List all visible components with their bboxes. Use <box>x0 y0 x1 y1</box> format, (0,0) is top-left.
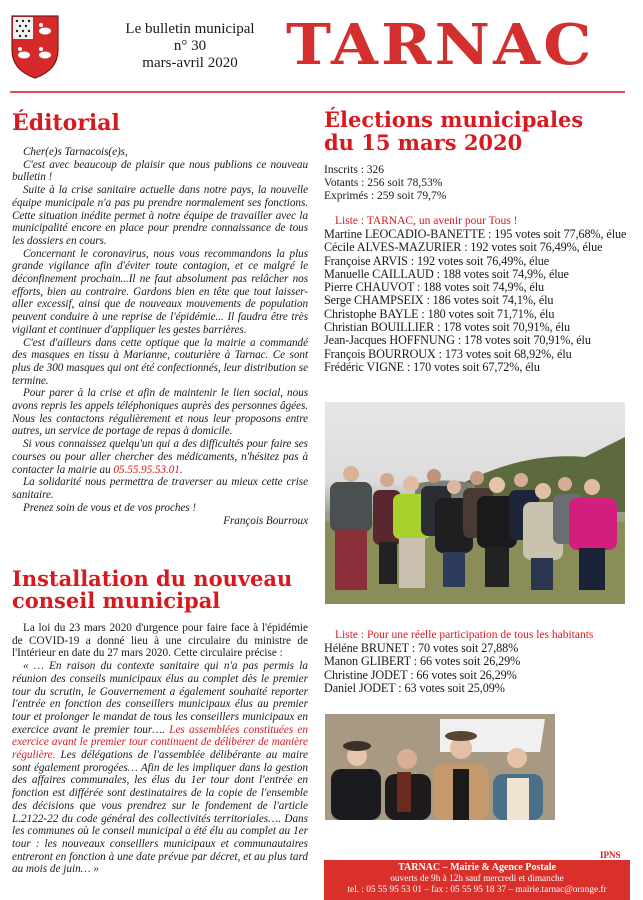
mairie-phone-link[interactable]: 05.55.95.53.01 <box>113 463 180 476</box>
issue-period: mars-avril 2020 <box>142 55 238 71</box>
quote-highlight: Les assemblées constituées en exercice avant le premier tour continuent de délibérer de manière régulière. <box>12 723 308 762</box>
elections-section <box>324 108 629 374</box>
installation-quote <box>12 660 308 876</box>
candidate-row: Manon GLIBERT : 66 votes soit 26,29% <box>324 654 521 669</box>
group-photo-1 <box>325 402 625 604</box>
candidate-row: Manuelle CAILLAUD : 188 votes soit 74,9%, élue <box>324 266 569 281</box>
candidate-row: Christophe BAYLE : 180 votes soit 71,71%, élu <box>324 306 555 321</box>
ipns-label: IPNS <box>600 850 621 860</box>
installation-title: Installation du nouveau conseil municipal <box>12 566 293 613</box>
editorial-signature: François Bourroux <box>223 515 308 528</box>
candidate-row: Serge CHAMPSEIX : 186 votes soit 74,1%, élu <box>324 293 554 308</box>
elections-title <box>324 108 629 154</box>
elections-title-line1: Élections municipales <box>324 107 584 132</box>
masthead-divider <box>10 91 625 93</box>
editorial-paragraph: C'est avec beaucoup de plaisir que nous publions ce nouveau bulletin ! <box>12 158 308 184</box>
bulletin-info <box>110 21 270 72</box>
footer-title: TARNAC – Mairie & Agence Postale <box>398 862 556 873</box>
footer-hours: ouverts de 9h à 12h sauf mercredi et dimanche <box>390 874 564 884</box>
editorial-paragraph: Suite à la crise sanitaire actuelle dans notre pays, la nouvelle équipe municipale n'a pas pu prendre normalement ses fonctions. Cette situation inédite permet à notre équipe de travailler avec la municipalité encore en place pour prendre connaissance de tous les dossiers en cours. <box>12 184 308 247</box>
candidate-row: Frédéric VIGNE : 170 votes soit 67,72%, élu <box>324 359 540 374</box>
group-photo-2 <box>325 714 555 820</box>
editorial-paragraph: Pour parer à la crise et afin de maintenir le lien social, nous avons repris les appels téléphoniques auprès des personnes âgées. Nous les contactons régulièrement et nous leur proposons entre autres, un service de portage de repas à domicile. <box>12 387 308 438</box>
list2-section <box>324 629 629 695</box>
candidate-row: Pierre CHAUVOT : 188 votes soit 74,9%, élu <box>324 280 545 295</box>
group-photo-1-illustration <box>325 402 625 604</box>
installation-section <box>12 568 308 876</box>
contact-text: Si vous connaissez quelqu'un qui a des difficultés pour faire ses courses ou pour aller chercher des médicaments, n'hésitez pas à contacter la mairie au <box>12 438 308 476</box>
editorial-paragraph: Cher(e)s Tarnacois(e)s, <box>23 146 128 158</box>
editorial-paragraph: Concernant le coronavirus, nous vous recommandons la plus grande vigilance afin d'éviter toute contagion, et ce malgré le déconfinement prochain...Il ne faut absolument pas relâcher nos efforts, bien au contraire. Gardons bien en tête que tout laisser-aller excessif, ainsi que de nouveaux mouvements de population peuvent conduire à une reprise de l'épidémie... Il faudra être très vigilant et continuer d'appliquer les gestes barrières. <box>12 247 308 336</box>
list1-candidates <box>324 228 629 374</box>
list2-label: Liste : Pour une réelle participation de tous les habitants <box>335 629 594 641</box>
list2-candidates <box>324 642 629 695</box>
punctuation: . <box>179 463 183 476</box>
bulletin-title: Le bulletin municipal <box>125 21 255 37</box>
editorial-body <box>12 146 308 528</box>
footer-contact-banner <box>324 860 630 900</box>
editorial-title: Éditorial <box>12 110 120 136</box>
stat-exprimes: Exprimés : 259 soit 79,7% <box>324 190 447 202</box>
editorial-paragraph-contact <box>12 438 308 476</box>
candidate-row: Jean-Jacques HOFFNUNG : 178 votes soit 70,91%, élu <box>324 333 591 348</box>
quote-part-1: « … En raison du contexte sanitaire qui n'a pas permis la réunion des conseils municipaux élus au complet dès le premier tour du scrutin, le Gouvernement a également souhaité reporter l'entrée en fonction des conseillers municipaux élus au premier tour et prolonger le mandat de tous les conseillers municipaux en exercice avant le premier tour…. <box>12 660 308 736</box>
election-stats <box>324 164 629 203</box>
editorial-paragraph: C'est d'ailleurs dans cette optique que la mairie a commandé des masques en tissu à Marianne, couturière à Tarnac. Ce sont plus de 300 masques qui ont été confectionnés, leur distribution se termine. <box>12 336 308 387</box>
group-photo-2-illustration <box>325 714 555 820</box>
candidate-row: Christian BOUILLIER : 178 votes soit 70,91%, élu <box>324 320 571 335</box>
quote-part-2: Les délégations de l'assemblée délibérante au maire sont également prorogées… Afin de les impliquer dans la gestion des affaires communales, les élus du 1er tour dont l'entrée en fonction est différée sont destinataires de la copie de l'ensemble des décisions que vous prendrez sur le fondement de l'article L.2122-22 du code général des collectivités territoriales…. Dans les communes où le conseil municipal a été élu au complet au 1er tour : les nouveaux conseillers municipaux et communautaires entreront en fonction à une date prévue par décret, et au plus tard au mois de juin… » <box>12 749 308 876</box>
stat-inscrits: Inscrits : 326 <box>324 164 385 176</box>
installation-intro: La loi du 23 mars 2020 d'urgence pour faire face à l'épidémie de COVID-19 a donné lieu à une circulaire du ministre de l'Intérieur en date du 27 mars 2020. Cette circulaire précise : <box>12 622 308 660</box>
elections-title-line2: du 15 mars 2020 <box>324 130 523 155</box>
issue-number: n° 30 <box>173 38 207 54</box>
masthead <box>0 0 643 92</box>
editorial-paragraph: La solidarité nous permettra de traverser au mieux cette crise sanitaire. <box>12 476 308 501</box>
list1-label: Liste : TARNAC, un avenir pour Tous ! <box>335 215 518 227</box>
candidate-row: Héléne BRUNET : 70 votes soit 27,88% <box>324 641 519 655</box>
candidate-row: Martine LEOCADIO-BANETTE : 195 votes soit 77,68%, élue <box>324 227 627 241</box>
coat-of-arms-icon <box>10 14 60 80</box>
footer-contact: tel. : 05 55 95 53 01 – fax : 05 55 95 18 37 – mairie.tarnac@orange.fr <box>347 885 607 895</box>
editorial-paragraph: Prenez soin de vous et de vos proches ! <box>23 501 197 514</box>
brand-title: TARNAC <box>286 12 595 78</box>
installation-body <box>12 622 308 876</box>
candidate-row: François BOURROUX : 173 votes soit 68,92%, élu <box>324 346 572 361</box>
editorial-section <box>12 108 308 528</box>
candidate-row: Daniel JODET : 63 votes soit 25,09% <box>324 680 505 695</box>
candidate-row: Christine JODET : 66 votes soit 26,29% <box>324 667 517 682</box>
stat-votants: Votants : 256 soit 78,53% <box>324 177 443 189</box>
candidate-row: Françoise ARVIS : 192 votes soit 76,49%, élue <box>324 253 550 268</box>
candidate-row: Cécile ALVES-MAZURIER : 192 votes soit 76,49%, élue <box>324 240 603 255</box>
